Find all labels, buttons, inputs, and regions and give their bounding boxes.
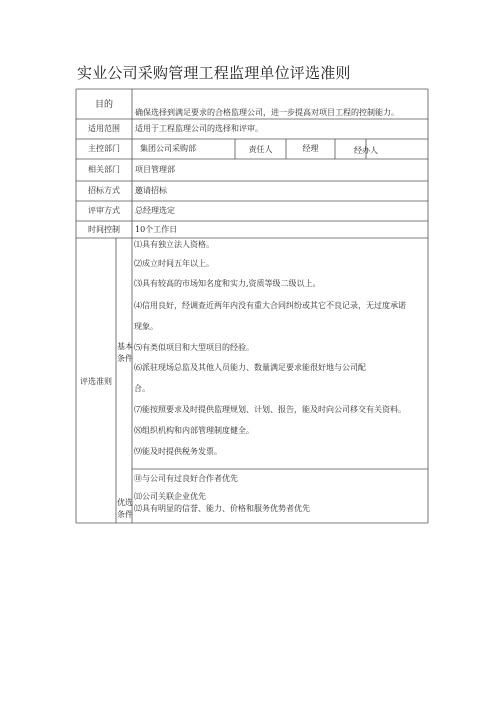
- owner-label: 主控部门: [88, 144, 120, 153]
- preferred-label-line2: 条件: [117, 510, 133, 519]
- basic-item: ⑻组织机构和内部管理制度健全。: [134, 426, 254, 435]
- time-label: 时间控制: [88, 225, 120, 234]
- basic-item: ⑼能及时提供税务发票。: [134, 447, 222, 456]
- scope-value: 适用于工程监理公司的选择和评审。: [135, 124, 263, 133]
- purpose-value: 确保选择到满足要求的合格监理公司，进一步提高对项目工程的控制能力。: [135, 108, 399, 117]
- page-title: 实业公司采购管理工程监理单位评选准则: [77, 64, 351, 82]
- responsible-value: 经理: [302, 144, 319, 153]
- related-value: 项目管理部: [135, 165, 175, 174]
- basic-item: ⑵成立时间五年以上。: [134, 259, 214, 268]
- basic-item: ⑴具有独立法人资格。: [134, 240, 214, 249]
- preferred-item: ⑾公司关联企业优先: [134, 492, 206, 501]
- bidding-label: 招标方式: [88, 186, 120, 195]
- related-label: 相关部门: [88, 165, 120, 174]
- preferred-item: ⑩与公司有过良好合作者优先: [134, 474, 238, 483]
- time-value: 10个工作日: [135, 225, 178, 234]
- basic-item: 合。: [134, 384, 150, 393]
- basic-item: ⑶具有较高的市场知名度和实力,资质等级二级以上。: [134, 279, 321, 288]
- owner-value: 集团公司采购部: [140, 144, 196, 153]
- criteria-label: 评选准则: [80, 377, 112, 386]
- preferred-label-line1: 优选: [117, 498, 133, 507]
- handler-label: 经办人: [354, 146, 378, 155]
- review-label: 评审方式: [88, 206, 120, 215]
- basic-label-line1: 基本: [117, 342, 133, 351]
- basic-item: ⑷信用良好，经调查近两年内没有重大合同纠纷或其它不良记录，无过度承诺: [134, 301, 406, 310]
- bidding-value: 邀请招标: [135, 186, 167, 195]
- scope-label: 适用范围: [88, 124, 120, 133]
- review-value: 总经理选定: [135, 206, 175, 215]
- preferred-item: ⑿具有明显的信誉、能力、价格和服务优势者优先: [134, 504, 310, 513]
- basic-item: ⑹派驻现场总监及其他人员能力、数量满足要求能很好地与公司配: [134, 363, 366, 372]
- basic-label-line2: 条件: [117, 354, 133, 363]
- basic-item: 现象。: [134, 322, 158, 331]
- basic-item: ⑸有类似项目和大型项目的经验。: [134, 343, 254, 352]
- purpose-label: 目的: [94, 100, 113, 110]
- responsible-label: 责任人: [248, 145, 273, 154]
- basic-item: ⑺能按照要求及时提供监理规划、计划、报告，能及时向公司移交有关资料。: [134, 405, 406, 414]
